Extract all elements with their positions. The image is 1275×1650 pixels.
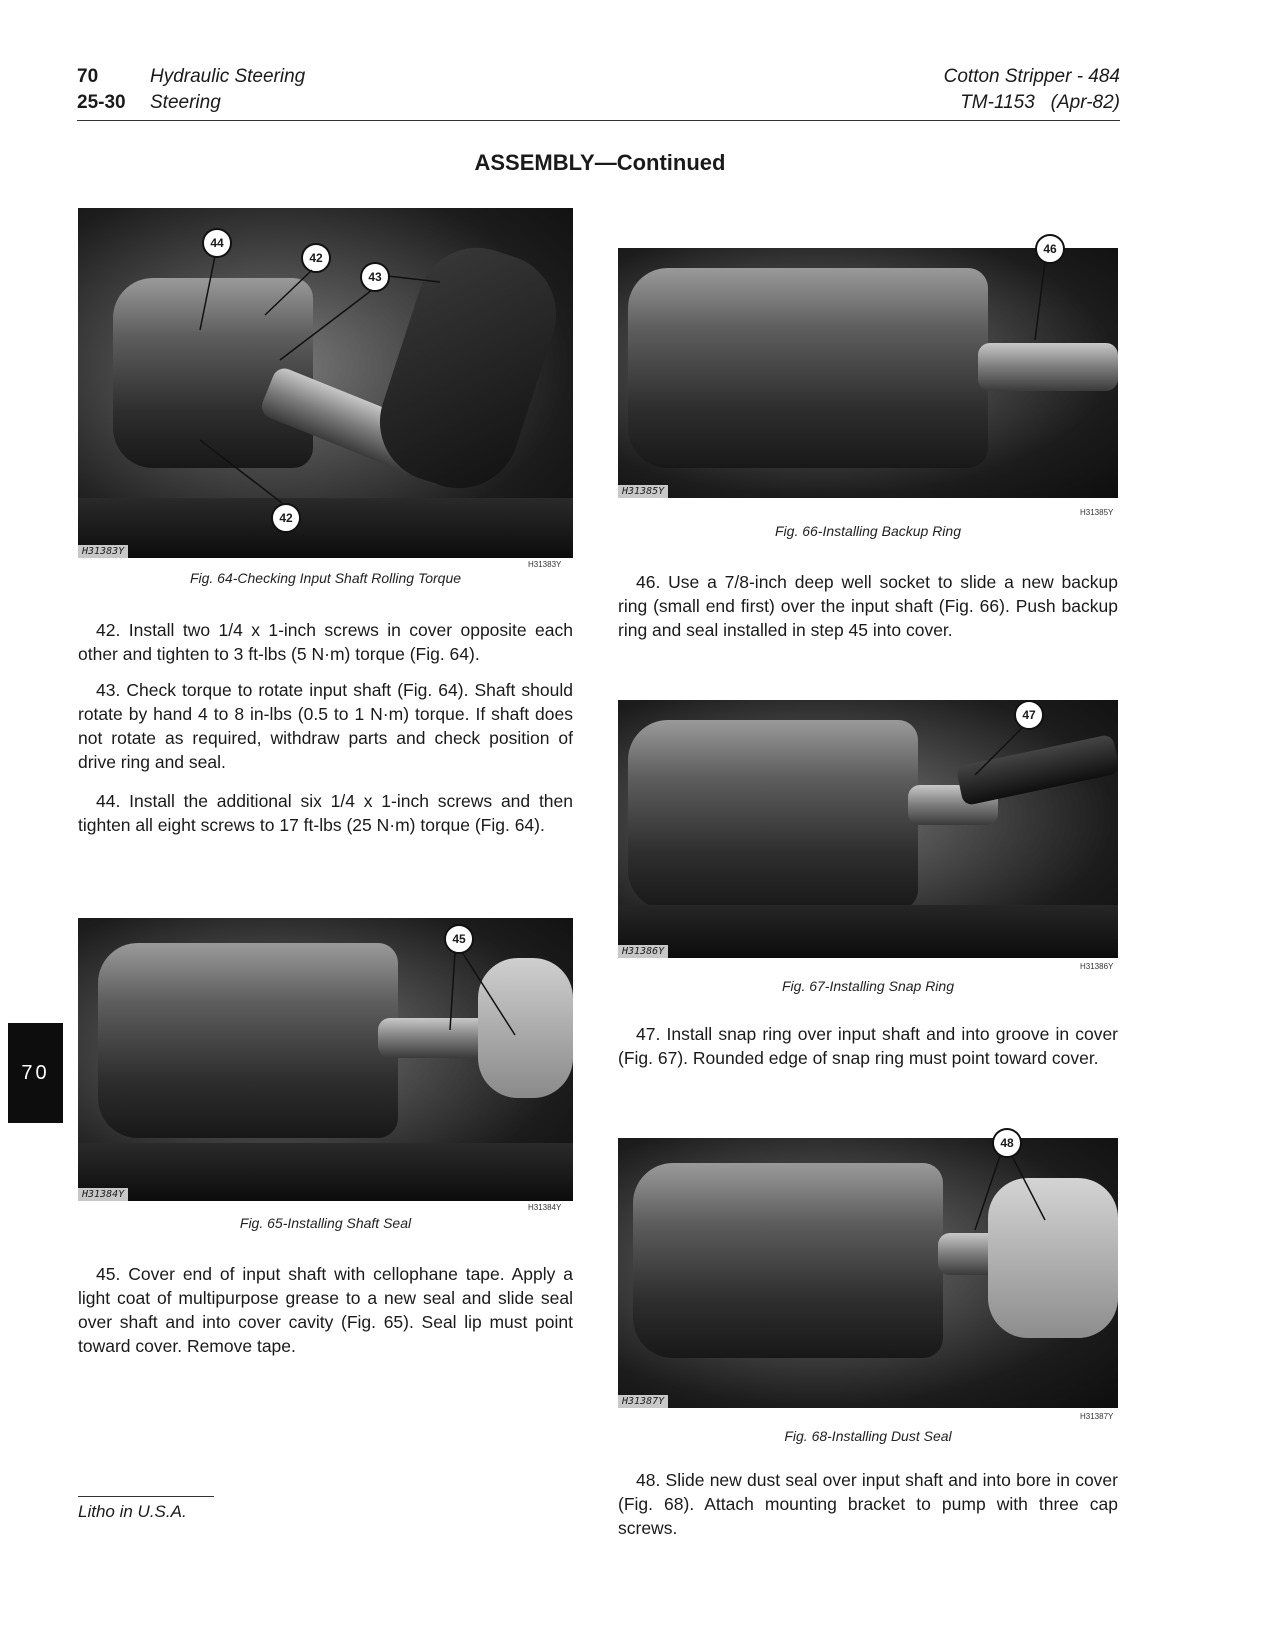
fig68-code: H31387Y bbox=[1080, 1412, 1114, 1421]
fig64-callout-42-top: 42 bbox=[301, 243, 331, 273]
fig68-callout-48: 48 bbox=[992, 1128, 1022, 1158]
step-47: 47. Install snap ring over input shaft and into groove in cover (Fig. 67). Rounded edge of snap ring must point toward cover. bbox=[618, 1024, 1118, 1068]
fig67-caption: Fig. 67-Installing Snap Ring bbox=[782, 978, 954, 994]
fig64-torque-wrench bbox=[364, 232, 571, 504]
fig67-tag: H31386Y bbox=[618, 945, 668, 958]
step-43: 43. Check torque to rotate input shaft (Fig. 64). Shaft should rotate by hand 4 to 8 in-lbs (0.5 to 1 N·m) torque. If shaft does not rotate as required, withdraw parts and check position of drive ring and seal. bbox=[78, 680, 573, 772]
fig67-photo bbox=[618, 700, 1118, 958]
fig64-caption: Fig. 64-Checking Input Shaft Rolling Torque bbox=[189, 570, 462, 586]
fig67-pliers bbox=[956, 734, 1118, 806]
footer-litho: Litho in U.S.A. bbox=[78, 1502, 187, 1521]
fig64-bench bbox=[78, 498, 573, 558]
fig65-callout-45: 45 bbox=[444, 924, 474, 954]
fig65-bench bbox=[78, 1143, 573, 1201]
fig67-code: H31386Y bbox=[1080, 962, 1114, 971]
header-rule bbox=[77, 120, 1120, 121]
fig68-hand bbox=[988, 1178, 1118, 1338]
fig64-tag: H31383Y bbox=[78, 545, 128, 558]
header-group-title: Steering bbox=[150, 92, 221, 113]
header-section-title: Hydraulic Steering bbox=[150, 66, 306, 87]
fig65-tag: H31384Y bbox=[78, 1188, 128, 1201]
fig68-tag: H31387Y bbox=[618, 1395, 668, 1408]
footer-rule bbox=[78, 1496, 214, 1497]
fig66-code: H31385Y bbox=[1080, 508, 1114, 517]
fig66-caption: Fig. 66-Installing Backup Ring bbox=[775, 523, 961, 539]
fig64-callout-42-bottom: 42 bbox=[271, 503, 301, 533]
fig67-callout-47: 47 bbox=[1014, 700, 1044, 730]
fig66-photo bbox=[618, 248, 1118, 498]
fig64-callout-44: 44 bbox=[202, 228, 232, 258]
header-machine: Cotton Stripper - 484 bbox=[943, 66, 1120, 87]
fig65-caption: Fig. 65-Installing Shaft Seal bbox=[239, 1215, 412, 1231]
step-45: 45. Cover end of input shaft with cellophane tape. Apply a light coat of multipurpose grease to a new seal and slide seal over shaft and into cover cavity (Fig. 65). Seal lip must point toward cover. Remove tape. bbox=[78, 1264, 573, 1356]
fig66-tag: H31385Y bbox=[618, 485, 668, 498]
header-manual: TM-1153 (Apr-82) bbox=[960, 92, 1120, 113]
thumb-tab: 70 bbox=[8, 1023, 63, 1123]
step-46: 46. Use a 7/8-inch deep well socket to slide a new backup ring (small end first) over the input shaft (Fig. 66). Push backup ring and seal installed in step 45 into cover. bbox=[618, 572, 1118, 640]
fig65-hand bbox=[478, 958, 573, 1098]
step-48: 48. Slide new dust seal over input shaft and into bore in cover (Fig. 68). Attach mounting bracket to pump with three cap screws. bbox=[618, 1470, 1118, 1538]
fig66-callout-46: 46 bbox=[1035, 234, 1065, 264]
fig67-bench bbox=[618, 905, 1118, 958]
page-title: ASSEMBLY—Continued bbox=[474, 150, 726, 175]
fig64-code: H31383Y bbox=[528, 560, 562, 569]
step-44: 44. Install the additional six 1/4 x 1-inch screws and then tighten all eight screws to 17 ft-lbs (25 N·m) torque (Fig. 64). bbox=[78, 791, 573, 835]
fig65-photo bbox=[78, 918, 573, 1201]
header-page-number: 70 bbox=[77, 66, 99, 87]
fig65-code: H31384Y bbox=[528, 1203, 562, 1212]
fig68-caption: Fig. 68-Installing Dust Seal bbox=[784, 1428, 952, 1444]
step-42: 42. Install two 1/4 x 1-inch screws in cover opposite each other and tighten to 3 ft-lbs (5 N·m) torque (Fig. 64). bbox=[78, 620, 573, 664]
fig64-callout-43: 43 bbox=[360, 262, 390, 292]
header-group-number: 25-30 bbox=[77, 92, 126, 113]
fig68-photo bbox=[618, 1138, 1118, 1408]
